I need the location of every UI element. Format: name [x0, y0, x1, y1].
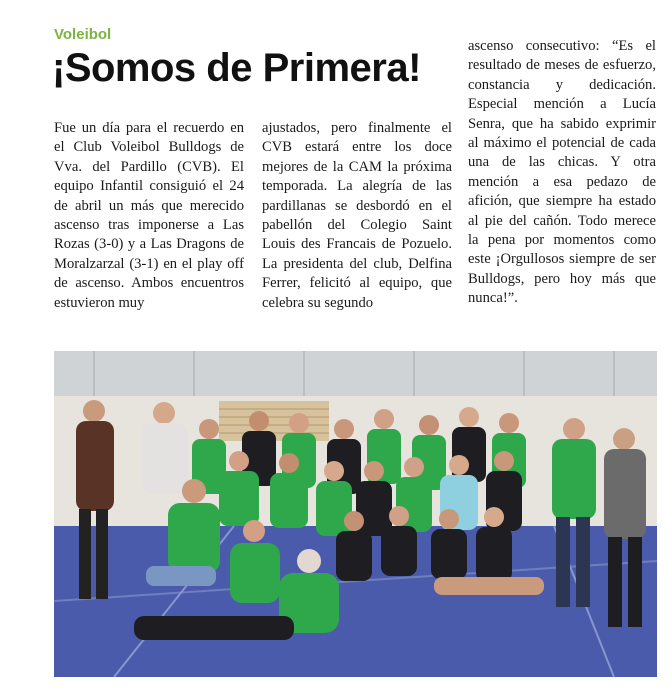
team-photo — [54, 351, 657, 677]
team-photo-illustration — [54, 351, 657, 677]
article-column-2: ajustados, pero finalmente el CVB estará entre los doce mejores de la CAM la próxima temporada. La alegría de las pardillanas se desbordó en el pabellón del Colegio Saint Louis des Francais de Pozuelo. La presidenta del club, Delfina Ferrer, felicitó al equipo, que celebra su segundo — [262, 120, 452, 311]
article-headline: ¡Somos de Primera! — [52, 46, 421, 90]
article-column-1: Fue un día para el recuerdo en el Club Voleibol Bulldogs de Vva. del Pardillo (CVB). El equipo Infantil consiguió el 24 de abril un más que merecido ascenso tras imponerse a Las Rozas (3-0) y a Las Dragons de Moralzarzal (3-1) en el play off de ascenso. Ambos encuentros estuvieron muy — [54, 120, 244, 311]
section-label: Voleibol — [54, 26, 112, 43]
article-column-3: ascenso consecutivo: “Es el resultado de meses de esfuerzo, constancia y dedicación. Especial mención a Lucía Senra, que ha sabido exprimir al máximo el potencial de cada una de las chicas. Y otra mención a esa pedazo de afición, que siempre ha estado al pie del cañón. Todo merece la pena por momentos como este ¡Orgullosos siempre de ser Bulldogs, pero hoy más que nunca!”. — [468, 38, 656, 307]
